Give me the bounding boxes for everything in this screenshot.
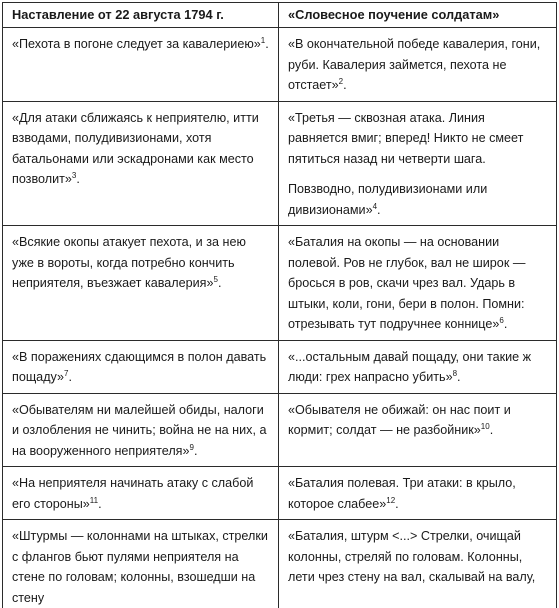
table-row (3, 340, 557, 393)
quote-paragraph: «Пехота в погоне следует за кавалериею»$^1$. (12, 34, 270, 55)
footnote-marker: 12 (386, 495, 395, 504)
instruction-cell (3, 226, 279, 341)
verbal-instruction-cell (279, 393, 557, 467)
footnote-marker: 1 (261, 36, 265, 45)
quote-paragraph (288, 526, 548, 588)
quote-text: «Баталия, штурм <...> Стрелки, очищай колонны, стреляй по головам. Колонны, лети чрез стену на вал, скалывай на валу, (288, 529, 535, 584)
quote-text: «Пехота в погоне следует за кавалериею» (12, 37, 261, 51)
quote-paragraph: «Обывателя не обижай: он нас поит и кормит; солдат — не разбойник»$^{10}$. (288, 400, 548, 441)
quote-text: «На неприятеля начинать атаку с слабой его стороны» (12, 476, 253, 511)
comparison-table (2, 2, 557, 608)
verbal-instruction-cell (279, 340, 557, 393)
quote-text: «В окончательной победе кавалерия, гони, руби. Кавалерия займется, пехота не отстает» (288, 37, 540, 92)
quote-paragraph: «На неприятеля начинать атаку с слабой его стороны»$^{11}$. (12, 473, 270, 514)
verbal-instruction-cell (279, 101, 557, 226)
table-row (3, 101, 557, 226)
quote-paragraph: «...остальным давай пощаду, они такие ж люди: грех напрасно убить»$^8$. (288, 347, 548, 388)
verbal-instruction-cell (279, 520, 557, 608)
verbal-instruction-cell (279, 28, 557, 102)
footnote-marker: 6 (499, 316, 503, 325)
footnote-marker: 2 (339, 77, 343, 86)
instruction-cell (3, 101, 279, 226)
footnote-marker: 7 (64, 369, 68, 378)
quote-paragraph: Повзводно, полудивизионами или дивизионами»$^4$. (288, 179, 548, 220)
quote-text: «Обывателям ни малейшей обиды, налоги и озлобления не чинить; война не на них, а на вооруженного неприятеля» (12, 403, 266, 458)
table-row (3, 467, 557, 520)
quote-paragraph: «В окончательной победе кавалерия, гони, руби. Кавалерия займется, пехота не отстает»$^2$. (288, 34, 548, 96)
quote-text: «Обывателя не обижай: он нас поит и кормит; солдат — не разбойник» (288, 403, 511, 438)
quote-text: «...остальным давай пощаду, они такие ж люди: грех напрасно убить» (288, 350, 531, 385)
quote-paragraph: «Баталия на окопы — на основании полевой. Ров не глубок, вал не широк — бросься в ров, скачи чрез вал. Ударь в штыки, коли, гони, бери в полон. Помни: отрезывать тут подручнее коннице»$^6$. (288, 232, 548, 335)
instruction-cell (3, 28, 279, 102)
table-row (3, 28, 557, 102)
verbal-instruction-cell (279, 467, 557, 520)
footnote-marker: 10 (481, 422, 490, 431)
quote-text: «Третья — сквозная атака. Линия равняется вмиг; вперед! Никто не смеет пятиться назад ни четверти шага. (288, 111, 523, 166)
quote-text: Повзводно, полудивизионами или дивизионами» (288, 182, 487, 217)
header-row (3, 3, 557, 28)
header-verbal-instruction: «Словесное поучение солдатам» (279, 3, 557, 28)
instruction-cell (3, 467, 279, 520)
quote-paragraph (288, 108, 548, 170)
quote-text: «В поражениях сдающимся в полон давать пощаду» (12, 350, 266, 385)
instruction-cell (3, 340, 279, 393)
footnote-marker: 3 (72, 171, 76, 180)
quote-paragraph: «Обывателям ни малейшей обиды, налоги и озлобления не чинить; война не на них, а на вооруженного неприятеля»$^9$. (12, 400, 270, 462)
instruction-cell (3, 520, 279, 608)
quote-paragraph: «В поражениях сдающимся в полон давать пощаду»$^7$. (12, 347, 270, 388)
verbal-instruction-cell (279, 226, 557, 341)
header-instruction-1794: Наставление от 22 августа 1794 г. (3, 3, 279, 28)
instruction-cell (3, 393, 279, 467)
quote-text: «Для атаки сближаясь к неприятелю, итти взводами, полудивизионами, хотя батальонами или эскадронами как место позволит» (12, 111, 259, 187)
footnote-marker: 9 (190, 442, 194, 451)
table-row (3, 393, 557, 467)
table-row (3, 520, 557, 608)
footnote-marker: 11 (90, 495, 98, 504)
quote-text: «Штурмы — колоннами на штыках, стрелки с флангов бьют пулями неприятеля на стене по головам; колонны, взошедши на стену (12, 529, 268, 605)
quote-paragraph (12, 526, 270, 608)
footnote-marker: 5 (214, 275, 218, 284)
quote-text: «Баталия на окопы — на основании полевой. Ров не глубок, вал не широк — бросься в ров, скачи чрез вал. Ударь в штыки, коли, гони, бери в полон. Помни: отрезывать тут подручнее коннице» (288, 235, 525, 331)
quote-paragraph: «Для атаки сближаясь к неприятелю, итти взводами, полудивизионами, хотя батальонами или эскадронами как место позволит»$^3$. (12, 108, 270, 190)
quote-paragraph: «Всякие окопы атакует пехота, и за нею уже в вороты, когда потребно кончить неприятеля, въезжает кавалерия»$^5$. (12, 232, 270, 294)
quote-paragraph: «Баталия полевая. Три атаки: в крыло, которое слабее»$^{12}$. (288, 473, 548, 514)
quote-text: «Всякие окопы атакует пехота, и за нею уже в вороты, когда потребно кончить неприятеля, въезжает кавалерия» (12, 235, 246, 290)
table-body (3, 28, 557, 608)
footnote-marker: 8 (453, 369, 457, 378)
quote-text: «Баталия полевая. Три атаки: в крыло, которое слабее» (288, 476, 516, 511)
table-row (3, 226, 557, 341)
footnote-marker: 4 (373, 201, 377, 210)
